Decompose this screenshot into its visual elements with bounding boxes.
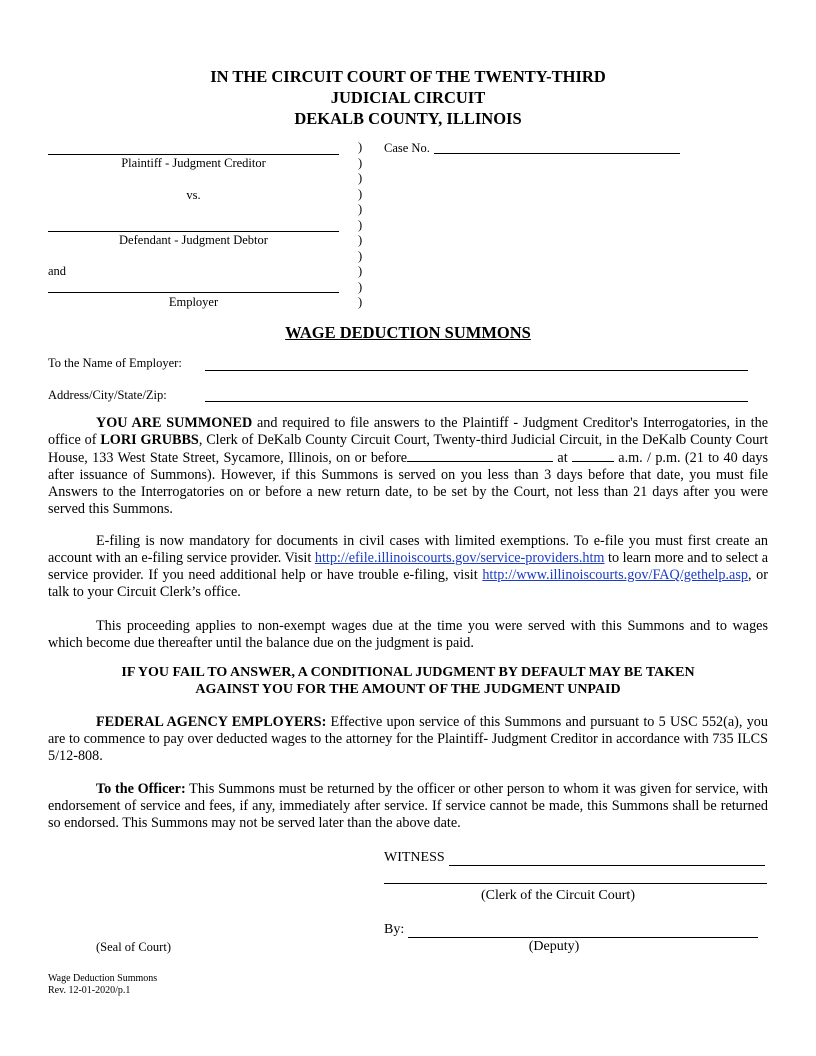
para1-text-2: , Clerk of DeKalb County Circuit Court, Twenty-third Judicial Circuit, in the DeKalb County Court House, 133 West State Street, Sycamore, Illinois, on or before [48, 432, 769, 466]
court-header [0, 66, 816, 129]
document-title: WAGE DEDUCTION SUMMONS [285, 323, 531, 342]
footer-form-name: Wage Deduction Summons [48, 973, 158, 984]
paren: ) [358, 155, 363, 170]
employer-name-field-label: To the Name of Employer: [48, 356, 182, 370]
paren: ) [358, 186, 363, 201]
federal-agency-paragraph [48, 714, 768, 765]
gethelp-link[interactable]: http://www.illinoiscourts.gov/FAQ/gethelp.asp [482, 567, 748, 583]
paren: ) [358, 202, 363, 216]
case-number-label: Case No. [384, 141, 430, 155]
para2-text-1: E-filing is now mandatory for documents in civil cases with limited exemptions. To e-file you must first create an account with an e-filing service provider. Visit [48, 533, 768, 566]
court-header-line-2: JUDICIAL CIRCUIT [330, 88, 486, 107]
deputy-field[interactable] [408, 923, 758, 938]
paren: ) [358, 295, 363, 309]
seal-of-court-label: (Seal of Court) [96, 940, 171, 954]
officer-paragraph [48, 781, 768, 832]
clerk-name: LORI GRUBBS [100, 432, 199, 448]
default-judgment-warning [48, 664, 768, 698]
witness-field[interactable] [449, 851, 765, 866]
service-providers-link[interactable]: http://efile.illinoiscourts.gov/service-providers.htm [314, 550, 605, 566]
case-number-field[interactable] [434, 141, 680, 154]
para2-text-3: , or talk to your Circuit Clerk’s office. [48, 567, 768, 600]
employer-label: Employer [168, 295, 219, 309]
proceeding-paragraph: This proceeding applies to non-exempt wages due at the time you were served with this Summons and to wages which become due thereafter until the balance due on the judgment is paid. [48, 618, 768, 651]
federal-agency-bold: FEDERAL AGENCY EMPLOYERS: [96, 714, 327, 730]
and-label: and [48, 264, 67, 278]
paren: ) [358, 279, 363, 294]
versus-label: vs. [186, 188, 201, 202]
para1-text-1: and required to file answers to the Plaintiff - Judgment Creditor's Interrogatories, in the office of [48, 415, 768, 448]
caption-parentheses [358, 140, 362, 311]
witness-label: WITNESS [384, 850, 445, 865]
address-field[interactable] [205, 401, 748, 402]
paren: ) [358, 233, 363, 247]
page-footer [48, 973, 157, 997]
employer-name-line[interactable] [48, 292, 339, 293]
para5-text: This Summons must be returned by the officer or other person to whom it was given for service, with endorsement of service and fees, if any, immediately after service. If service cannot be made, this Summons shall be returned so endorsed. This Summons may not be served later than the above date. [48, 781, 768, 831]
para2-text-2: to learn more and to select a service provider. If you need additional help or have trouble e-filing, visit [48, 550, 769, 583]
para1-text-3: at [553, 450, 572, 466]
by-row [384, 921, 758, 938]
paren: ) [358, 217, 363, 232]
case-number [384, 141, 680, 156]
efiling-paragraph [48, 533, 768, 601]
warning-line-2: AGAINST YOU FOR THE AMOUNT OF THE JUDGMENT UNPAID [195, 682, 621, 697]
clerk-signature-line[interactable] [384, 883, 767, 884]
plaintiff-label: Plaintiff - Judgment Creditor [121, 156, 266, 170]
footer-revision: Rev. 12-01-2020/p.1 [48, 985, 131, 996]
witness-row [384, 849, 765, 866]
employer-name-field[interactable] [205, 370, 748, 371]
return-time-field[interactable] [572, 449, 614, 462]
clerk-label: (Clerk of the Circuit Court) [481, 888, 635, 903]
defendant-name-line[interactable] [48, 231, 339, 232]
deputy-label: (Deputy) [528, 939, 580, 954]
warning-line-1: IF YOU FAIL TO ANSWER, A CONDITIONAL JUDGMENT BY DEFAULT MAY BE TAKEN [121, 665, 695, 680]
summons-paragraph [48, 415, 768, 518]
paren: ) [358, 140, 363, 154]
court-header-line-3: DEKALB COUNTY, ILLINOIS [294, 109, 522, 128]
paren: ) [358, 264, 363, 278]
officer-bold: To the Officer: [96, 781, 186, 797]
court-header-line-1: IN THE CIRCUIT COURT OF THE TWENTY-THIRD [210, 67, 606, 86]
paren: ) [358, 248, 363, 263]
summoned-bold: YOU ARE SUMMONED [96, 415, 253, 431]
para4-text: Effective upon service of this Summons and pursuant to 5 USC 552(a), you are to commence to pay over deducted wages to the attorney for the Plaintiff- Judgment Creditor in accordance with 735 ILCS 5/12-808. [48, 714, 768, 764]
plaintiff-name-line[interactable] [48, 154, 339, 155]
by-label: By: [384, 922, 405, 937]
defendant-label: Defendant - Judgment Debtor [119, 233, 268, 247]
para1-text-4: a.m. / p.m. (21 to 40 days after issuance of Summons). However, if this Summons is served on you less than 3 days before that date, you must file Answers to the Interrogatories on or before a new return date, to be set by the Court, not less than 21 days after you were served this Summons. [48, 450, 768, 517]
return-date-field[interactable] [407, 449, 553, 462]
address-field-label: Address/City/State/Zip: [48, 388, 167, 402]
paren: ) [358, 171, 363, 185]
